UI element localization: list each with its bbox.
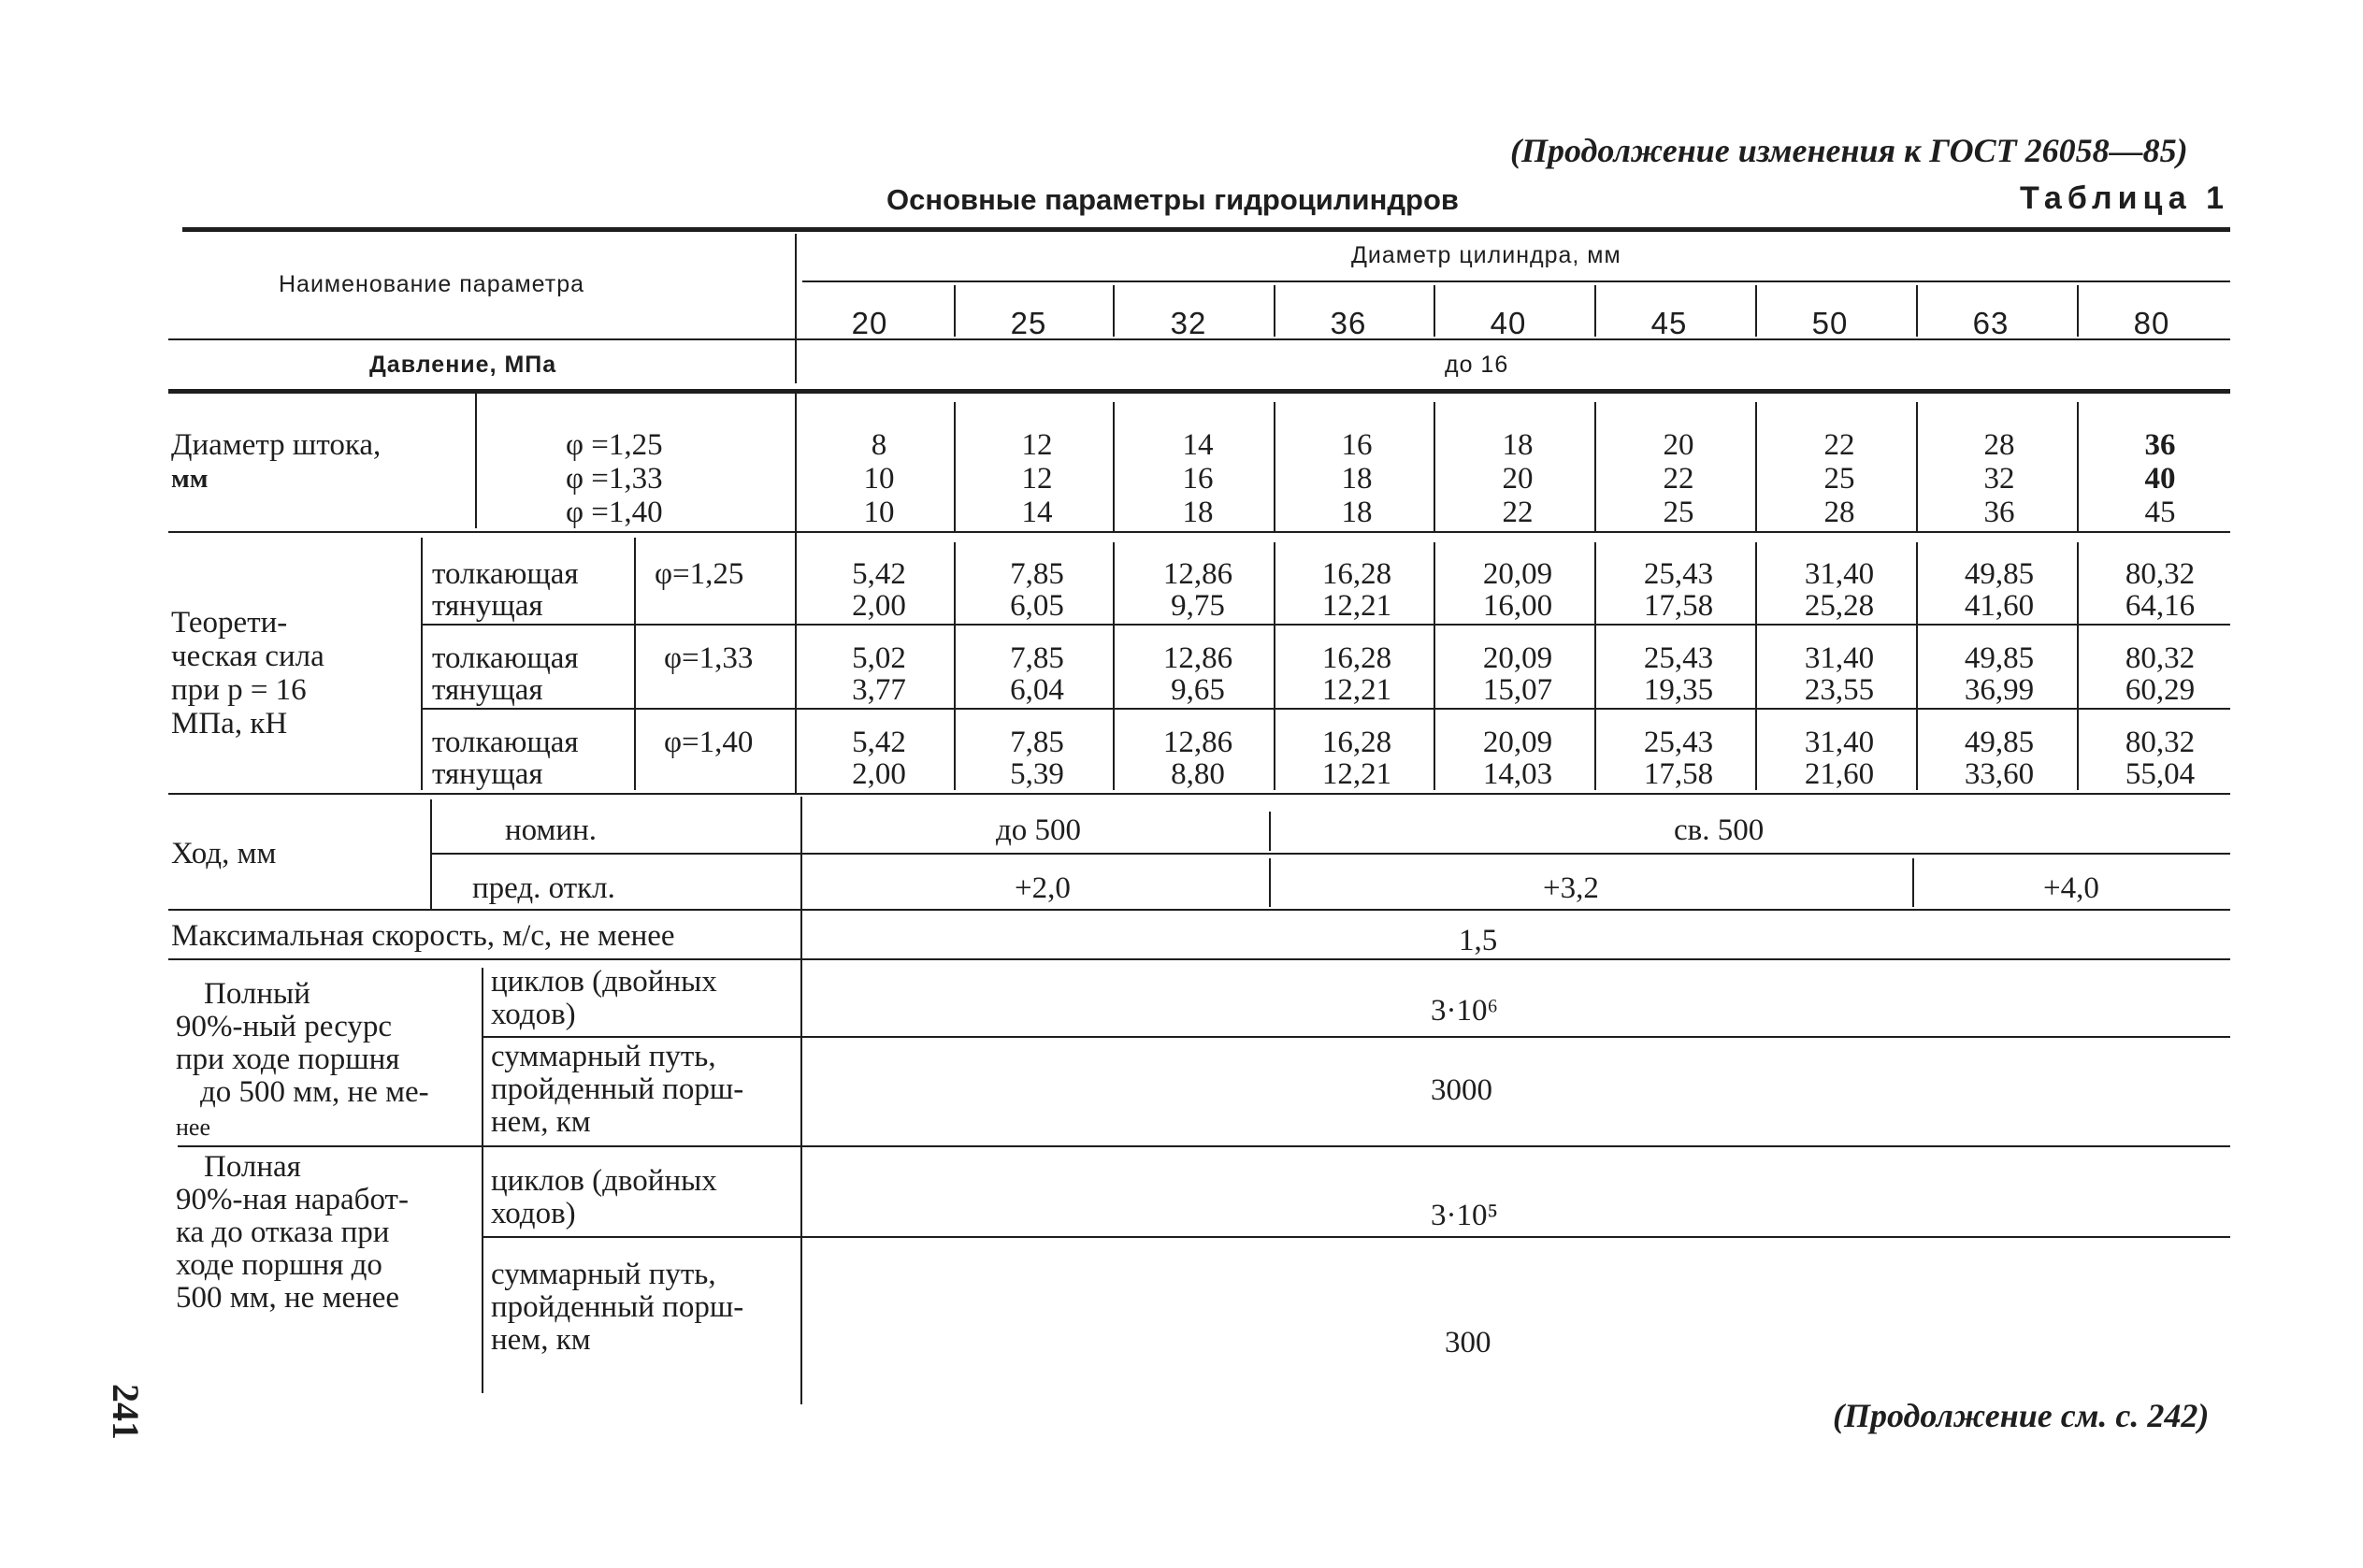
- force-cell: 19,35: [1643, 673, 1714, 707]
- force-cell: 49,85: [1964, 641, 2035, 675]
- force-phi: φ=1,25: [655, 557, 744, 591]
- force-cell: 7,85: [1010, 557, 1064, 591]
- force-cell: 49,85: [1964, 726, 2035, 759]
- diameter-header: Диаметр цилиндра, мм: [1351, 242, 1621, 268]
- force-cell: 12,86: [1162, 641, 1233, 675]
- force-cell: 31,40: [1804, 641, 1875, 675]
- force-cell: 9,65: [1171, 673, 1225, 707]
- rod-cell: 45: [2144, 496, 2176, 529]
- stroke-label: Ход, мм: [171, 837, 277, 870]
- rod-cell: 14: [1182, 428, 1214, 462]
- resource-path-label: пройденный порш-: [491, 1072, 744, 1106]
- stroke-tol-a: +2,0: [1015, 871, 1071, 905]
- force-cell: 5,42: [852, 726, 906, 759]
- rod-label: Диаметр штока,: [171, 428, 382, 462]
- diameter-cell: 50: [1811, 306, 1849, 340]
- rod-cell: 20: [1663, 428, 1694, 462]
- diameter-cell: 32: [1170, 306, 1207, 340]
- mtbf-cycles-label: циклов (двойных: [491, 1164, 717, 1198]
- rod-cell: 18: [1341, 462, 1373, 496]
- force-cell: 7,85: [1010, 726, 1064, 759]
- diameter-cell: 40: [1490, 306, 1527, 340]
- force-cell: 6,04: [1010, 673, 1064, 707]
- diameter-cell: 80: [2133, 306, 2170, 340]
- mtbf-cycles-label: ходов): [491, 1197, 576, 1230]
- page-number: 241: [105, 1384, 147, 1440]
- force-cell: 25,43: [1643, 641, 1714, 675]
- rod-cell: 40: [2144, 462, 2176, 496]
- push-label: толкающая: [432, 641, 579, 675]
- force-cell: 25,43: [1643, 557, 1714, 591]
- force-cell: 20,09: [1482, 641, 1553, 675]
- mtbf-label: ка до отказа при: [176, 1216, 390, 1249]
- rod-cell: 12: [1021, 462, 1053, 496]
- rod-unit: мм: [171, 464, 209, 494]
- force-cell: 2,00: [852, 589, 906, 623]
- resource-label: до 500 мм, не ме-: [200, 1075, 429, 1109]
- rod-cell: 10: [863, 496, 895, 529]
- table-caption: Основные параметры гидроцилиндров: [886, 183, 1459, 216]
- stroke-tol-b: +3,2: [1543, 871, 1599, 905]
- resource-label: при ходе поршня: [176, 1043, 400, 1076]
- rod-cell: 25: [1663, 496, 1694, 529]
- diameter-cell: 25: [1010, 306, 1047, 340]
- mtbf-path-label: суммарный путь,: [491, 1258, 716, 1291]
- force-cell: 25,28: [1804, 589, 1875, 623]
- force-cell: 16,28: [1321, 557, 1392, 591]
- continuation-note: (Продолжение изменения к ГОСТ 26058—85): [1510, 132, 2188, 169]
- force-cell: 5,39: [1010, 757, 1064, 791]
- rod-phi: φ =1,25: [566, 428, 663, 462]
- rod-cell: 22: [1502, 496, 1534, 529]
- rod-cell: 22: [1823, 428, 1855, 462]
- force-cell: 12,21: [1321, 757, 1392, 791]
- force-cell: 12,86: [1162, 557, 1233, 591]
- force-cell: 9,75: [1171, 589, 1225, 623]
- stroke-tol-c: +4,0: [2043, 871, 2099, 905]
- diameter-cell: 63: [1972, 306, 2010, 340]
- force-cell: 14,03: [1482, 757, 1553, 791]
- push-label: толкающая: [432, 557, 579, 591]
- force-cell: 80,32: [2125, 557, 2196, 591]
- force-cell: 17,58: [1643, 757, 1714, 791]
- force-cell: 12,21: [1321, 589, 1392, 623]
- pull-label: тянущая: [432, 757, 543, 791]
- force-cell: 15,07: [1482, 673, 1553, 707]
- force-phi: φ=1,33: [664, 641, 754, 675]
- force-cell: 16,00: [1482, 589, 1553, 623]
- force-label: МПа, кН: [171, 707, 288, 741]
- footer-continuation: (Продолжение см. с. 242): [1833, 1397, 2210, 1434]
- mtbf-path-label: нем, км: [491, 1323, 591, 1357]
- force-cell: 12,86: [1162, 726, 1233, 759]
- resource-label: нее: [176, 1114, 210, 1141]
- force-cell: 5,42: [852, 557, 906, 591]
- force-cell: 36,99: [1964, 673, 2035, 707]
- force-cell: 7,85: [1010, 641, 1064, 675]
- rod-phi: φ =1,33: [566, 462, 663, 496]
- diameter-cell: 36: [1330, 306, 1367, 340]
- pressure-value: до 16: [1445, 352, 1509, 378]
- resource-cycles-label: ходов): [491, 998, 576, 1031]
- rod-cell: 32: [1983, 462, 2015, 496]
- rod-phi: φ =1,40: [566, 496, 663, 529]
- force-cell: 60,29: [2125, 673, 2196, 707]
- stroke-nominal-label: номин.: [505, 813, 597, 847]
- rod-cell: 16: [1341, 428, 1373, 462]
- force-cell: 41,60: [1964, 589, 2035, 623]
- diameter-cell: 20: [851, 306, 888, 340]
- force-cell: 12,21: [1321, 673, 1392, 707]
- rod-cell: 10: [863, 462, 895, 496]
- speed-label: Максимальная скорость, м/с, не менее: [171, 919, 675, 953]
- rod-cell: 18: [1341, 496, 1373, 529]
- force-cell: 16,28: [1321, 726, 1392, 759]
- force-cell: 55,04: [2125, 757, 2196, 791]
- force-cell: 25,43: [1643, 726, 1714, 759]
- mtbf-label: Полная: [204, 1150, 301, 1184]
- mtbf-label: ходе поршня до: [176, 1248, 382, 1282]
- rod-cell: 14: [1021, 496, 1053, 529]
- rod-cell: 18: [1502, 428, 1534, 462]
- force-cell: 17,58: [1643, 589, 1714, 623]
- stroke-nominal-a: до 500: [996, 813, 1082, 847]
- force-cell: 33,60: [1964, 757, 2035, 791]
- force-cell: 2,00: [852, 757, 906, 791]
- rod-cell: 28: [1823, 496, 1855, 529]
- rod-cell: 18: [1182, 496, 1214, 529]
- rod-cell: 8: [871, 428, 887, 462]
- pull-label: тянущая: [432, 589, 543, 623]
- resource-cycles-value: 3·10⁶: [1431, 994, 1498, 1028]
- force-cell: 20,09: [1482, 557, 1553, 591]
- rod-cell: 36: [1983, 496, 2015, 529]
- stroke-nominal-b: св. 500: [1674, 813, 1765, 847]
- diameter-cell: 45: [1650, 306, 1688, 340]
- force-cell: 21,60: [1804, 757, 1875, 791]
- push-label: толкающая: [432, 726, 579, 759]
- param-header: Наименование параметра: [279, 271, 585, 297]
- force-cell: 64,16: [2125, 589, 2196, 623]
- force-cell: 6,05: [1010, 589, 1064, 623]
- resource-path-value: 3000: [1431, 1073, 1492, 1107]
- force-label: Теорети-: [171, 606, 288, 640]
- force-phi: φ=1,40: [664, 726, 754, 759]
- force-cell: 16,28: [1321, 641, 1392, 675]
- mtbf-path-value: 300: [1445, 1326, 1491, 1359]
- rod-cell: 25: [1823, 462, 1855, 496]
- resource-path-label: нем, км: [491, 1105, 591, 1139]
- stroke-tol-label: пред. откл.: [472, 871, 615, 905]
- resource-label: 90%-ный ресурс: [176, 1010, 393, 1043]
- force-cell: 31,40: [1804, 557, 1875, 591]
- force-cell: 5,02: [852, 641, 906, 675]
- force-cell: 31,40: [1804, 726, 1875, 759]
- force-cell: 8,80: [1171, 757, 1225, 791]
- mtbf-cycles-value: 3·10⁵: [1431, 1199, 1498, 1232]
- rod-cell: 28: [1983, 428, 2015, 462]
- rod-cell: 16: [1182, 462, 1214, 496]
- pressure-label: Давление, МПа: [369, 352, 557, 378]
- rod-cell: 12: [1021, 428, 1053, 462]
- speed-value: 1,5: [1459, 924, 1498, 957]
- force-label: ческая сила: [171, 640, 324, 673]
- mtbf-label: 500 мм, не менее: [176, 1281, 400, 1315]
- mtbf-path-label: пройденный порш-: [491, 1290, 744, 1324]
- force-cell: 20,09: [1482, 726, 1553, 759]
- force-cell: 80,32: [2125, 641, 2196, 675]
- resource-label: Полный: [204, 977, 310, 1011]
- rod-cell: 20: [1502, 462, 1534, 496]
- force-cell: 3,77: [852, 673, 906, 707]
- table-label: Таблица 1: [2020, 180, 2230, 216]
- mtbf-label: 90%-ная наработ-: [176, 1183, 409, 1216]
- resource-path-label: суммарный путь,: [491, 1040, 716, 1073]
- force-cell: 23,55: [1804, 673, 1875, 707]
- force-cell: 80,32: [2125, 726, 2196, 759]
- rod-cell: 22: [1663, 462, 1694, 496]
- rod-cell: 36: [2144, 428, 2176, 462]
- force-label: при p = 16: [171, 673, 307, 707]
- pull-label: тянущая: [432, 673, 543, 707]
- resource-cycles-label: циклов (двойных: [491, 965, 717, 999]
- force-cell: 49,85: [1964, 557, 2035, 591]
